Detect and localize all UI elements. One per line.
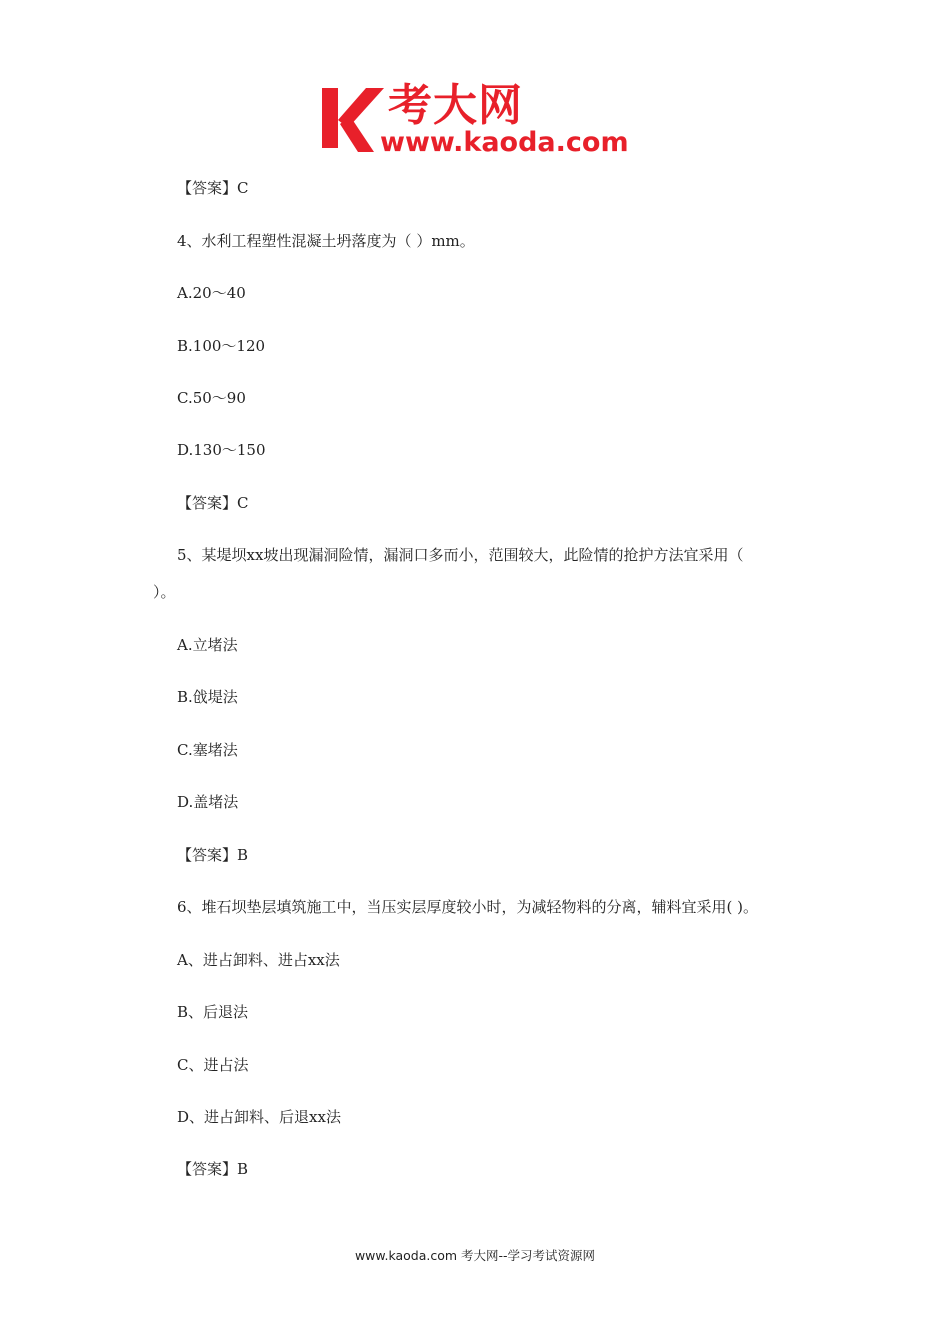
logo-url-text: www.kaoda.com (380, 127, 629, 158)
q4-option-b: B.100～120 (177, 337, 266, 355)
kaoda-logo (318, 82, 638, 160)
q5-option-d: D.盖堵法 (177, 793, 239, 811)
q5-option-a: A.立堵法 (177, 636, 238, 654)
q6-question: 6、堆石坝垫层填筑施工中，当压实层厚度较小时，为减轻物料的分离，辅料宜采用( )。 (177, 898, 759, 916)
answer-q3: 【答案】C (177, 179, 249, 197)
q4-option-a: A.20～40 (177, 284, 246, 302)
logo-brand-text: 考大网 (388, 80, 523, 131)
page-footer: www.kaoda.com 考大网--学习考试资源网 (354, 1248, 596, 1263)
q6-option-c: C、进占法 (177, 1056, 249, 1074)
q5-question-line2: ）。 (153, 583, 176, 601)
q5-option-c: C.塞堵法 (177, 741, 238, 759)
q4-option-d: D.130～150 (177, 441, 266, 459)
q5-option-b: B.戗堤法 (177, 688, 238, 706)
q4-question: 4、水利工程塑性混凝土坍落度为（ ）mm。 (177, 232, 475, 250)
q5-answer: 【答案】B (177, 846, 249, 864)
q6-option-a: A、进占卸料、进占xx法 (177, 951, 340, 969)
q6-answer: 【答案】B (177, 1160, 249, 1178)
q6-option-d: D、进占卸料、后退xx法 (177, 1108, 341, 1126)
q5-question-line1: 5、某堤坝xx坡出现漏洞险情，漏洞口多而小，范围较大，此险情的抢护方法宜采用（ (177, 546, 744, 564)
q4-answer: 【答案】C (177, 494, 249, 512)
k-logo-icon (318, 86, 388, 156)
q6-option-b: B、后退法 (177, 1003, 249, 1021)
q4-option-c: C.50～90 (177, 389, 246, 407)
